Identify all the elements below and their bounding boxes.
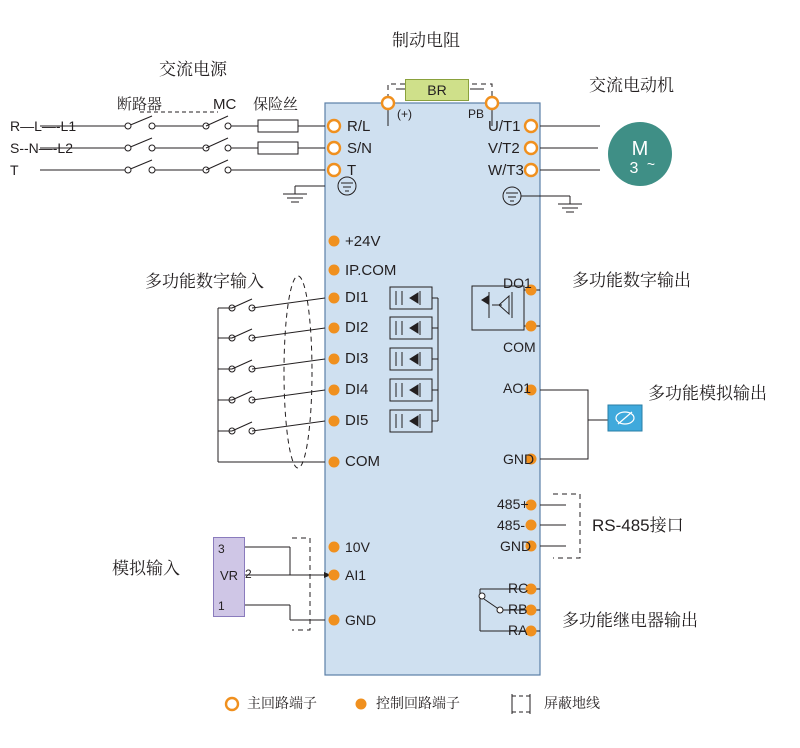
terminal-do1: DO1 <box>503 275 532 291</box>
power-line-t: T <box>10 162 19 178</box>
terminal-w-t3: W/T3 <box>488 162 524 179</box>
terminal-rb: RB <box>508 601 528 617</box>
legend-shield-ground: 屏蔽地线 <box>544 695 600 711</box>
terminal-com-left: COM <box>345 453 380 470</box>
terminal-ao1: AO1 <box>503 380 532 396</box>
brake-resistor-box: BR <box>405 79 469 101</box>
terminal-485-minus: 485- <box>497 517 526 533</box>
label-fuse: 保险丝 <box>253 96 299 113</box>
br-terminal-pb: PB <box>468 107 485 121</box>
terminal-ai1: AI1 <box>345 567 367 583</box>
br-terminal-plus: (+) <box>397 107 412 121</box>
motor-symbol: M <box>631 138 649 160</box>
terminal-485-plus: 485+ <box>497 496 529 512</box>
label-ac-power: 交流电源 <box>159 60 227 79</box>
terminal-s-n: S/N <box>347 140 373 157</box>
terminal-di5: DI5 <box>345 412 369 429</box>
label-ac-motor: 交流电动机 <box>589 76 674 95</box>
terminal-gnd-ao: GND <box>503 451 535 467</box>
label-rs485: RS-485接口 <box>592 516 684 535</box>
terminal-com-right: COM <box>503 339 536 355</box>
terminal-v-t2: V/T2 <box>488 140 520 157</box>
terminal-u-t1: U/T1 <box>488 118 521 135</box>
legend-control-terminal: 控制回路端子 <box>376 695 460 711</box>
label-analog-outputs: 多功能模拟输出 <box>648 384 767 403</box>
terminal-di1: DI1 <box>345 289 369 306</box>
terminal-gnd-left: GND <box>345 612 377 628</box>
terminal-ipcom: IP.COM <box>345 262 397 279</box>
label-relay-output: 多功能继电器输出 <box>562 611 698 630</box>
vr-pin-3: 3 <box>218 542 225 556</box>
label-breaker: 断路器 <box>117 96 163 113</box>
terminal-di4: DI4 <box>345 381 369 398</box>
terminal-rc: RC <box>508 580 529 596</box>
terminal-di2: DI2 <box>345 319 369 336</box>
label-brake-resistor: 制动电阻 <box>392 31 460 50</box>
terminal-ra: RA <box>508 622 528 638</box>
motor-phase-mark: ~ <box>646 156 656 172</box>
label-digital-outputs: 多功能数字输出 <box>572 271 691 290</box>
terminal-r-l: R/L <box>347 118 371 135</box>
power-line-s: S--N—-L2 <box>10 140 74 156</box>
label-mc: MC <box>213 96 237 113</box>
motor-phase: 3 <box>629 160 639 177</box>
vr-pin-2: 2 <box>245 567 252 581</box>
vr-pin-1: 1 <box>218 599 225 613</box>
label-digital-inputs: 多功能数字输入 <box>145 272 264 291</box>
legend-main-terminal: 主回路端子 <box>247 695 317 711</box>
terminal-24v: +24V <box>345 233 381 250</box>
terminal-gnd-485: GND <box>500 538 532 554</box>
vr-label: VR <box>219 568 239 583</box>
terminal-t: T <box>347 162 357 179</box>
power-line-r: R—L—-L1 <box>10 118 77 134</box>
terminal-10v: 10V <box>345 539 370 555</box>
label-analog-input: 模拟输入 <box>112 559 180 578</box>
terminal-di3: DI3 <box>345 350 369 367</box>
